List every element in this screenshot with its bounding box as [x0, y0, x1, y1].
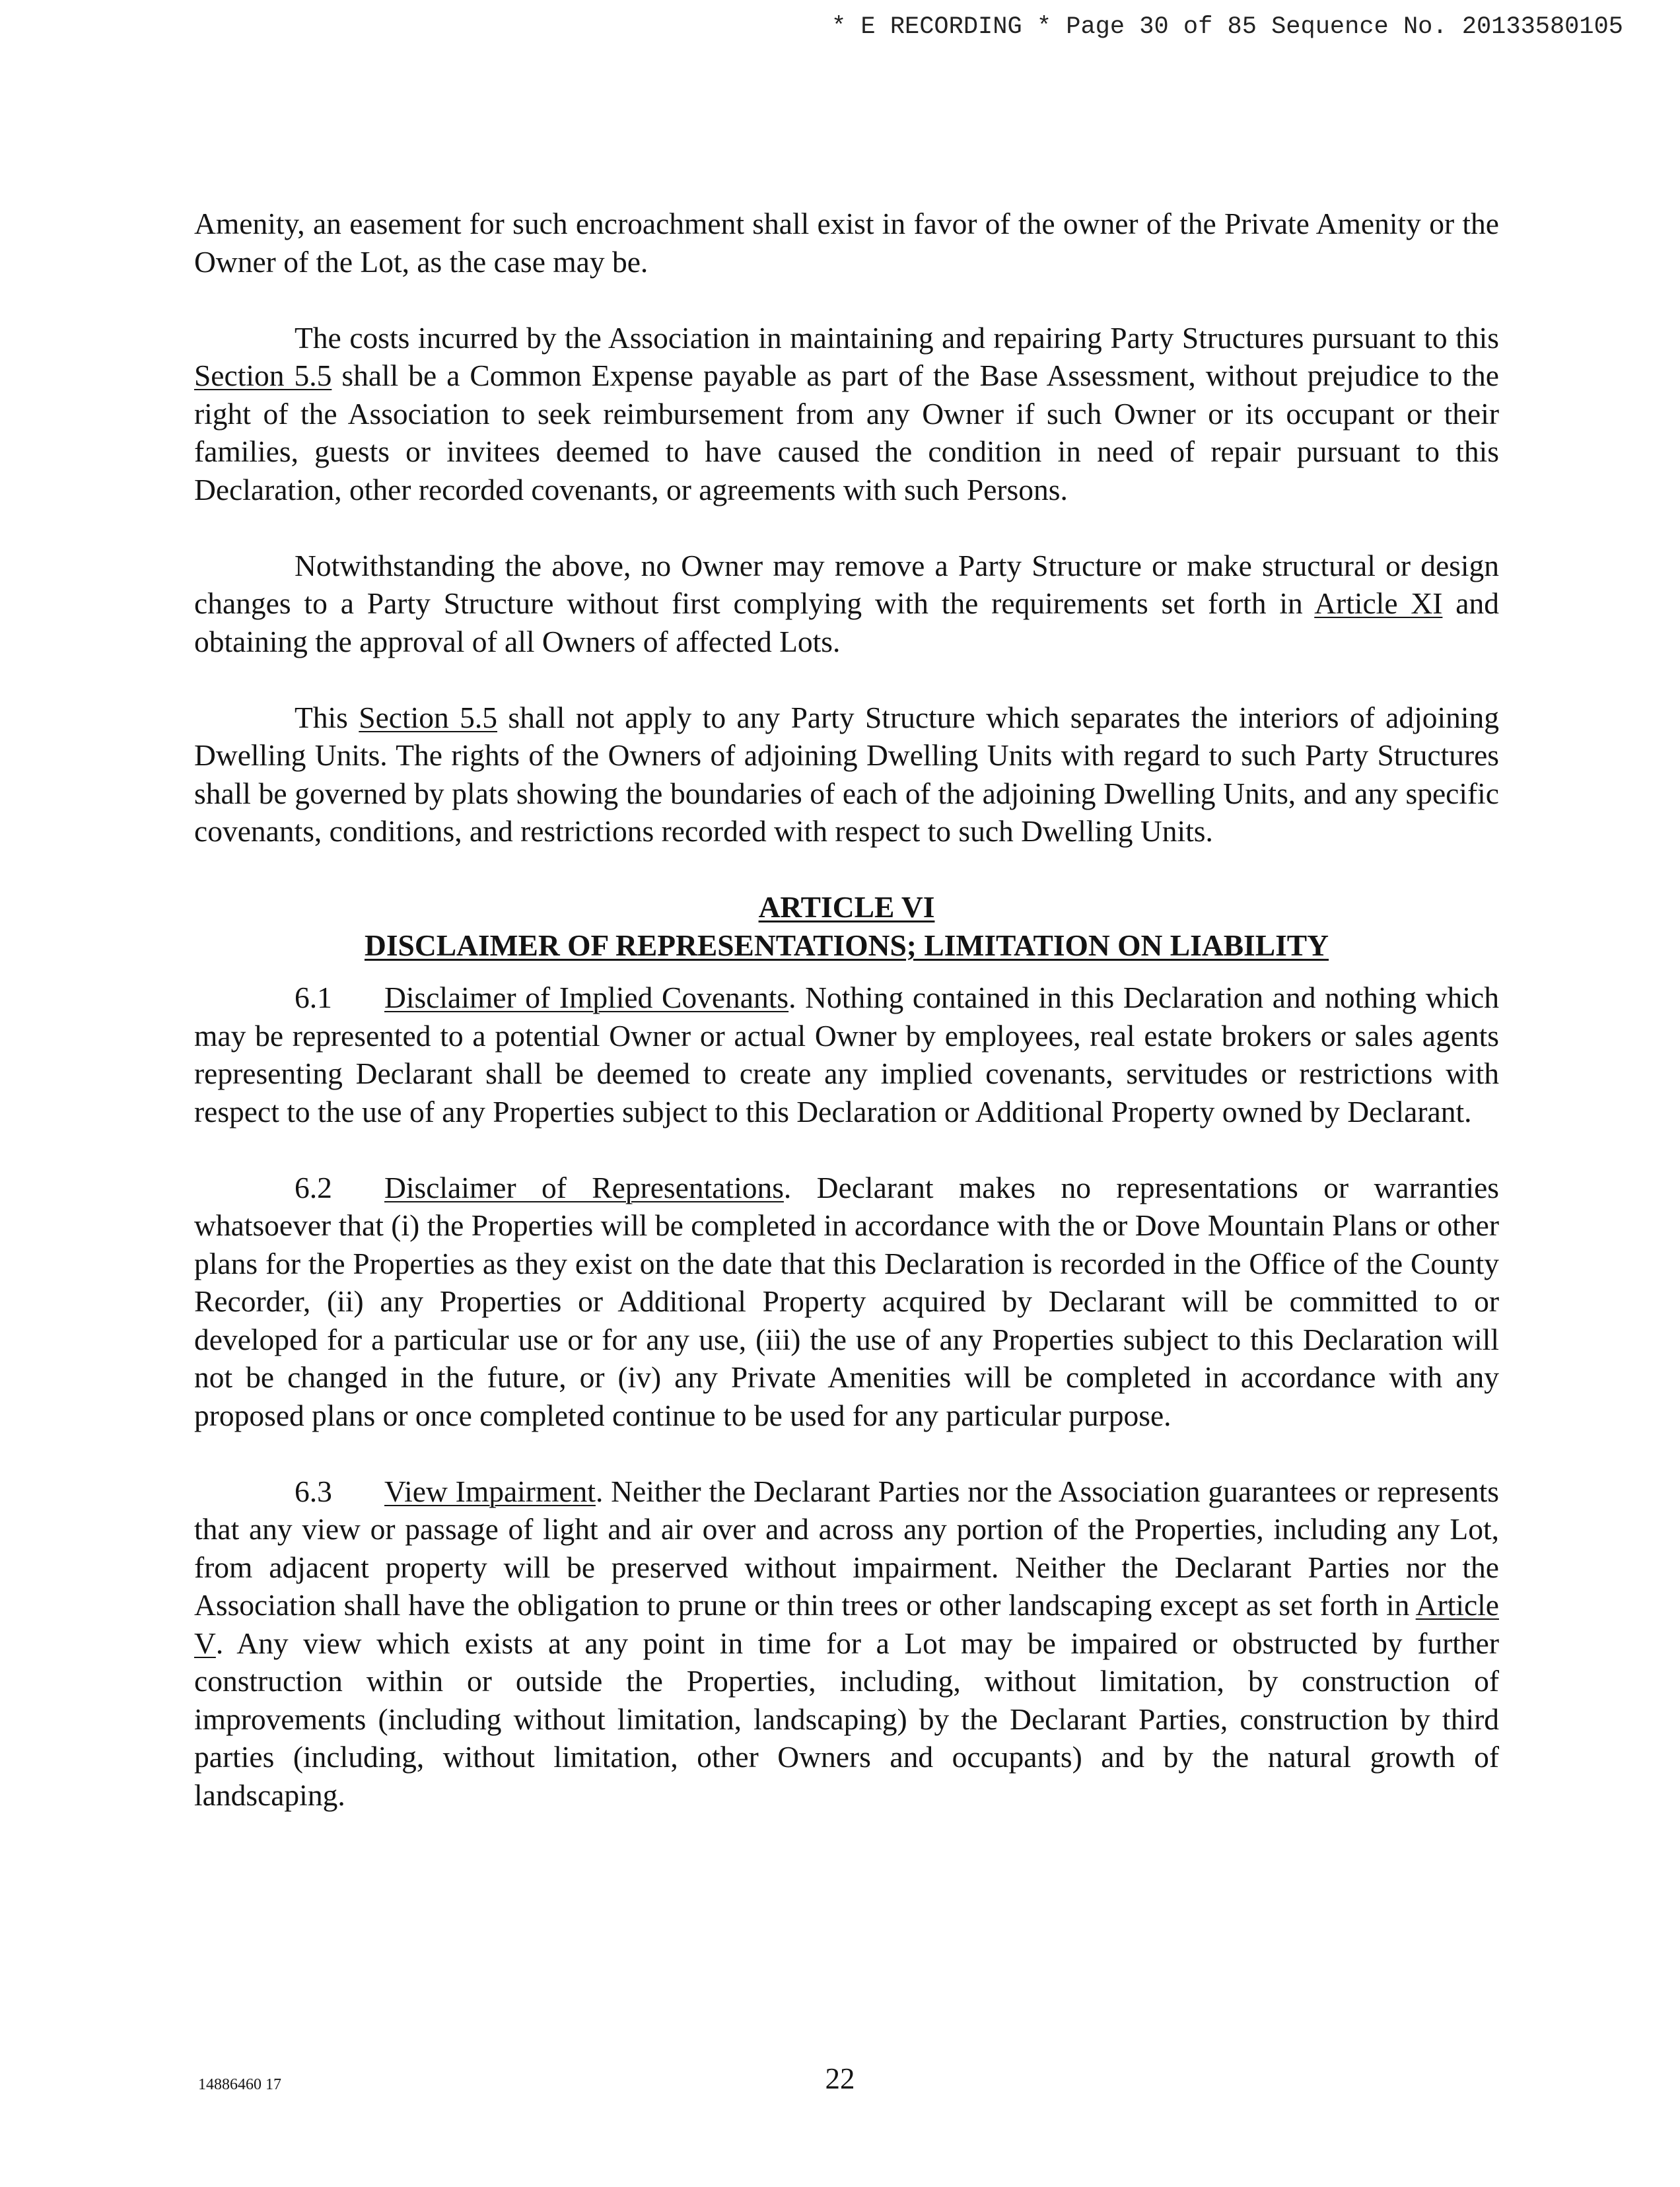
article-number [194, 888, 1499, 926]
section-reference-link[interactable]: Section 5.5 [359, 700, 498, 734]
paragraph-continuation: Amenity, an easement for such encroachment shall exist in favor of the owner of the Private Amenity or the Owner of the Lot, as the case may be. [194, 207, 1499, 279]
text: and obtaining the approval of all Owners of affected Lots. [194, 586, 1500, 658]
article-title [194, 926, 1499, 965]
article-reference-link[interactable]: Article XI [1314, 586, 1443, 620]
text: shall be a Common Expense payable as part of the Base Assessment, without prejudice to the right of the Association to seek reimbursement from any Owner if such Owner or its occupant or their families, guests or invitees deemed to have caused the condition in need of repair pursuant to this Declaration, other recorded covenants, or agreements with such Persons. [194, 359, 1499, 506]
section-heading: View Impairment [384, 1474, 596, 1508]
section-heading: Disclaimer of Implied Covenants [384, 981, 789, 1014]
section-body: . Neither the Declarant Parties nor the Association guarantees or represents that any view or passage of light and air over and across any portion of the Properties, including any Lot, from adjacent property will be preserved without impairment. Neither the Declarant Parties nor the Association shall have the obligation to prune or thin trees or other landscaping except as set forth in [194, 1474, 1499, 1622]
paragraph-applicability [194, 699, 1499, 850]
document-id: 14886460 17 [198, 2076, 281, 2093]
paragraph-notwithstanding [194, 547, 1499, 661]
section-number: 6.3 [295, 1474, 332, 1508]
section-6-1 [194, 979, 1499, 1130]
page-number: 22 [825, 2062, 855, 2095]
article-reference-link[interactable]: Article V [194, 1588, 1499, 1660]
section-6-2 [194, 1169, 1499, 1435]
section-body: . Any view which exists at any point in time for a Lot may be impaired or obstructed by further construction within or outside the Properties, including, without limitation, by construction of improvements (including without limitation, landscaping) by the Declarant Parties, construction by third parties (including, without limitation, other Owners and occupants) and by the natural growth of landscaping. [194, 1626, 1499, 1812]
recording-header: * E RECORDING * Page 30 of 85 Sequence No. 20133580105 [831, 13, 1623, 41]
section-reference-link[interactable]: Section 5.5 [194, 359, 332, 392]
text: The costs incurred by the Association in maintaining and repairing Party Structures pursuant to this [295, 320, 1499, 355]
section-body: . Nothing contained in this Declaration and nothing which may be represented to a potential Owner or actual Owner by employees, real estate brokers or sales agents representing Declarant shall be deemed to create any implied covenants, servitudes or restrictions with respect to the use of any Properties subject to this Declaration or Additional Property owned by Declarant. [194, 981, 1499, 1128]
text: Notwithstanding the above, no Owner may remove a Party Structure or make structural or design changes to a Party Structure without first complying with the requirements set forth in [194, 548, 1499, 620]
article-title-text: DISCLAIMER OF REPRESENTATIONS; LIMITATION ON LIABILITY [364, 928, 1329, 962]
section-body: . Declarant makes no representations or warranties whatsoever that (i) the Properties will be completed in accordance with the or Dove Mountain Plans or other plans for the Properties as they exist on the date that this Declaration is recorded in the Office of the County Recorder, (ii) any Properties or Additional Property acquired by Declarant will be committed to or developed for a particular use or for any use, (iii) the use of any Properties subject to this Declaration will not be changed in the future, or (iv) any Private Amenities will be completed in accordance with any proposed plans or once completed continue to be used for any particular purpose. [194, 1170, 1500, 1432]
article-number-text: ARTICLE VI [758, 890, 935, 924]
section-6-3 [194, 1473, 1499, 1815]
section-number: 6.2 [295, 1170, 332, 1204]
text: shall not apply to any Party Structure which separates the interiors of adjoining Dwelling Units. The rights of the Owners of adjoining Dwelling Units with regard to such Party Structures shall be governed by plats showing the boundaries of each of the adjoining Dwelling Units, and any specific covenants, conditions, and restrictions recorded with respect to such Dwelling Units. [194, 700, 1499, 848]
document-body [194, 205, 1499, 1814]
section-heading: Disclaimer of Representations [384, 1170, 784, 1204]
paragraph-costs [194, 319, 1499, 509]
section-number: 6.1 [295, 981, 332, 1014]
text: This [295, 700, 359, 734]
